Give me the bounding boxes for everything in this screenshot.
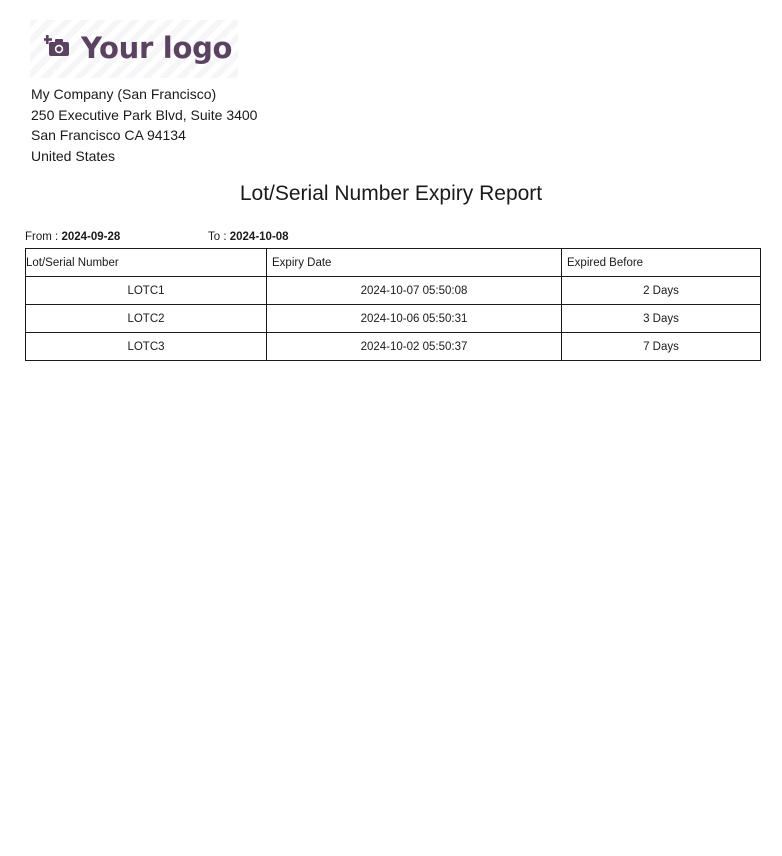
logo-text: Your logo [81,31,233,65]
company-address [31,84,257,166]
cell-expiry-date: 2024-10-02 05:50:37 [267,333,562,361]
report-title: Lot/Serial Number Expiry Report [239,182,543,205]
cell-expiry-date: 2024-10-06 05:50:31 [267,305,562,333]
table-row [26,277,761,305]
table-row [26,305,761,333]
from-label: From : [25,231,59,243]
table-row [26,333,761,361]
cell-lot: LOTC1 [26,277,267,305]
expiry-table [25,248,761,361]
cell-expired-before: 2 Days [562,277,761,305]
date-to [208,231,289,243]
to-value: 2024-10-08 [229,231,289,243]
cell-lot: LOTC3 [26,333,267,361]
address-line-1: 250 Executive Park Blvd, Suite 3400 [31,106,258,123]
cell-expiry-date: 2024-10-07 05:50:08 [267,277,562,305]
header-expiry-date: Expiry Date [267,249,562,277]
from-value: 2024-09-28 [61,231,121,243]
header-expired-before: Expired Before [562,249,761,277]
address-country: United States [31,147,116,164]
cell-lot: LOTC2 [26,305,267,333]
camera-plus-icon [44,33,72,61]
company-name: My Company (San Francisco) [31,86,217,102]
cell-expired-before: 3 Days [562,305,761,333]
company-logo [30,20,238,78]
table-header-row [26,249,761,277]
to-label: To : [208,231,227,243]
date-from [25,231,120,243]
address-line-2: San Francisco CA 94134 [31,127,186,143]
header-lot-serial: Lot/Serial Number [26,249,267,277]
cell-expired-before: 7 Days [562,333,761,361]
